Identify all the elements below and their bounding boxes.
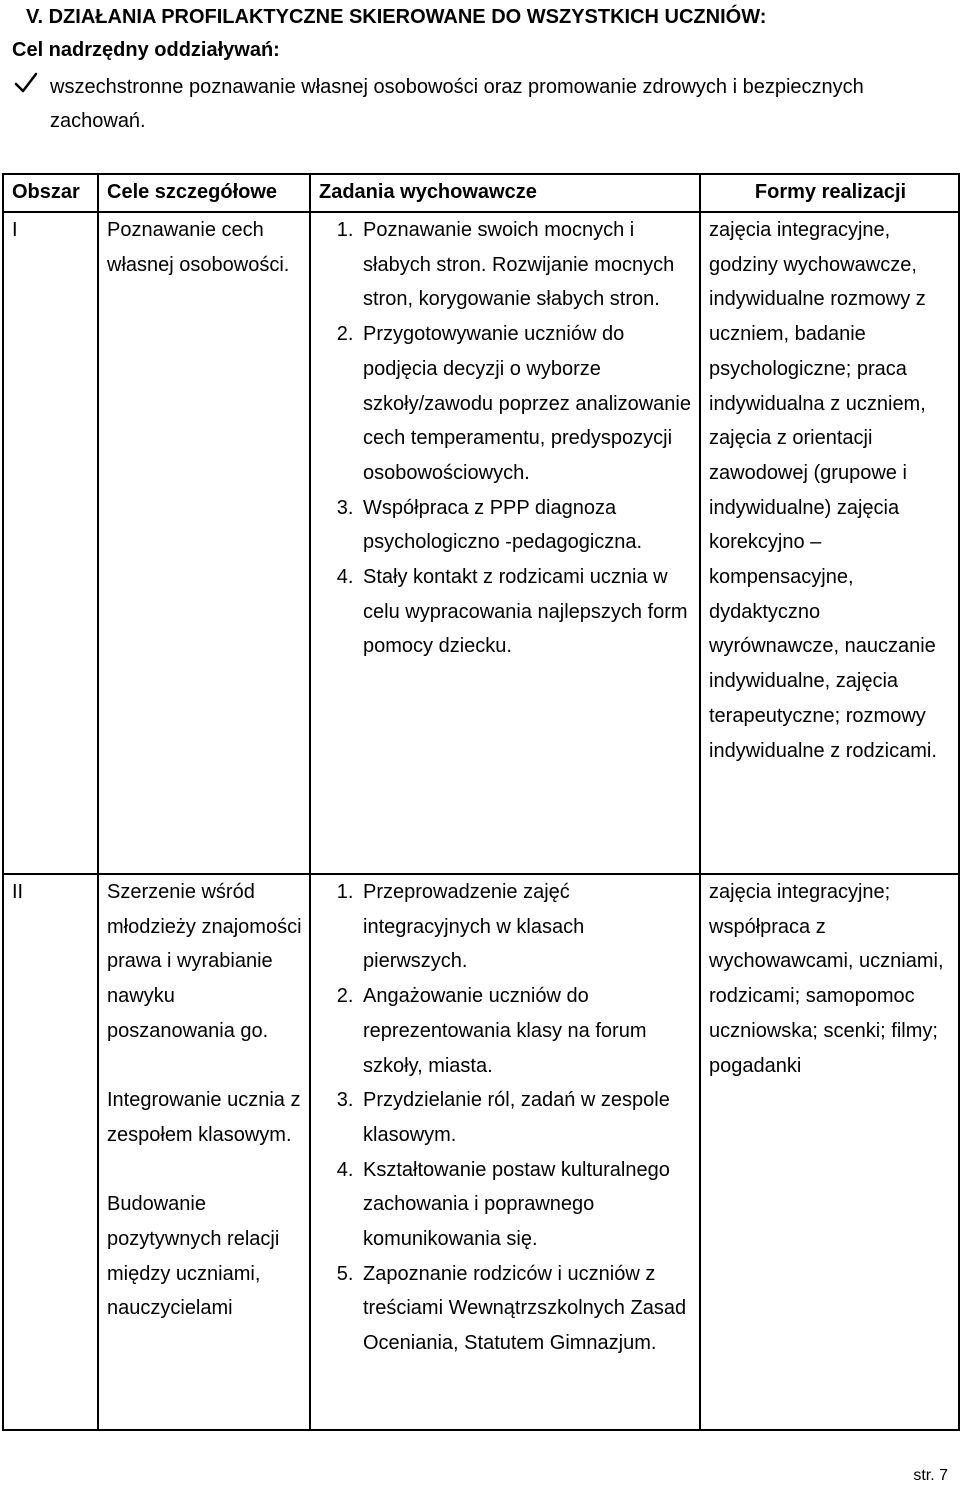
page-number: str. 7 (913, 1467, 948, 1484)
main-goal (12, 70, 872, 138)
task-item: 2. Angażowanie uczniów do reprezentowania klasy na forum szkoły, miasta. (359, 979, 693, 1083)
forms-cell: zajęcia integracyjne, godziny wychowawcze, indywidualne rozmowy z uczniem, badanie psychologiczne; praca indywidualna z uczniem, zajęcia z orientacji zawodowej (grupowe i indywidualne) zajęcia korekcyjno – kompensacyjne, dydaktyczno wyrównawcze, nauczanie indywidualne, zajęcia terapeutyczne; rozmowy indywidualne z rodzicami. (700, 212, 959, 874)
prevention-plan-table (2, 173, 960, 1431)
header-goals: Cele szczegółowe (98, 174, 310, 212)
forms-cell: zajęcia integracyjne; współpraca z wychowawcami, uczniami, rodzicami; samopomoc uczniowska; scenki; filmy; pogadanki (700, 874, 959, 1430)
task-item: 1. Przeprowadzenie zajęć integracyjnych w klasach pierwszych. (359, 875, 693, 979)
task-item: 4. Stały kontakt z rodzicami ucznia w celu wypracowania najlepszych form pomocy dziecku. (359, 560, 693, 664)
table-row (3, 212, 959, 874)
goal-subheading: Cel nadrzędny oddziaływań: (12, 39, 280, 61)
header-tasks: Zadania wychowawcze (310, 174, 700, 212)
task-item: 5. Zapoznanie rodziców i uczniów z treściami Wewnątrzszkolnych Zasad Oceniania, Statutem Gimnazjum. (359, 1257, 693, 1361)
goal-item: Budowanie pozytywnych relacji między uczniami, nauczycielami (107, 1193, 280, 1320)
tasks-list (319, 875, 693, 1361)
main-goal-text: wszechstronne poznawanie własnej osobowości oraz promowanie zdrowych i bezpiecznych zachowań. (50, 76, 864, 132)
goal-item: Integrowanie ucznia z zespołem klasowym. (107, 1089, 301, 1146)
goals-cell (98, 212, 310, 874)
table-header-row (3, 174, 959, 212)
header-area: Obszar (3, 174, 98, 212)
task-item: 4. Kształtowanie postaw kulturalnego zachowania i poprawnego komunikowania się. (359, 1153, 693, 1257)
tasks-list (319, 213, 693, 664)
header-forms: Formy realizacji (700, 174, 959, 212)
section-heading: V. DZIAŁANIA PROFILAKTYCZNE SKIEROWANE DO WSZYSTKICH UCZNIÓW: (26, 6, 767, 28)
task-item: 2. Przygotowywanie uczniów do podjęcia decyzji o wyborze szkoły/zawodu poprzez analizowanie cech temperamentu, predyspozycji osobowościowych. (359, 317, 693, 491)
goal-item: Poznawanie cech własnej osobowości. (107, 219, 290, 276)
tasks-cell (310, 212, 700, 874)
task-item: 3. Przydzielanie ról, zadań w zespole klasowym. (359, 1083, 693, 1152)
area-cell: I (3, 212, 98, 874)
area-cell: II (3, 874, 98, 1430)
task-item: 1. Poznawanie swoich mocnych i słabych stron. Rozwijanie mocnych stron, korygowanie słabych stron. (359, 213, 693, 317)
tasks-cell (310, 874, 700, 1430)
goal-item: Szerzenie wśród młodzieży znajomości prawa i wyrabianie nawyku poszanowania go. (107, 881, 302, 1042)
table-row (3, 874, 959, 1430)
task-item: 3. Współpraca z PPP diagnoza psychologiczno -pedagogiczna. (359, 491, 693, 560)
check-icon (12, 70, 40, 96)
goals-cell (98, 874, 310, 1430)
